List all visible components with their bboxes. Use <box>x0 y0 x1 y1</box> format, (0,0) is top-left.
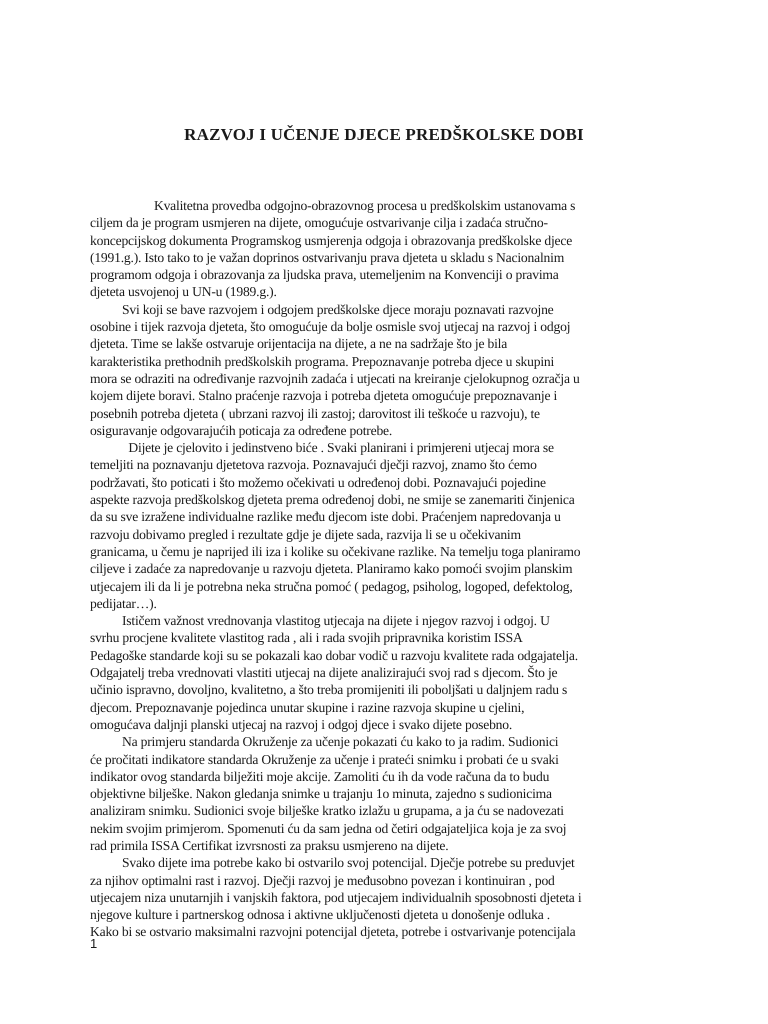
text-line: Svi koji se bave razvojem i odgojem predškolske djece moraju poznavati razvojne <box>90 301 554 317</box>
text-line: Odgajatelj treba vrednovati vlastiti utjecaj na dijete analizirajući svoj rad s djecom. Što je <box>90 665 558 681</box>
text-line: programom odgoja i obrazovanja za ljudska prava, utemeljenim na Konvenciji o pravima <box>90 267 559 283</box>
text-line: osiguravanje odgovarajućih poticaja za određene potrebe. <box>90 422 393 438</box>
text-line: svrhu procjene kvalitete vlastitog rada , ali i rada svojih pripravnika koristim ISSA <box>90 630 523 646</box>
text-line: granicama, u čemu je naprijed ili iza i kolike su očekivane razlike. Na temelju toga planiramo <box>90 543 581 559</box>
text-line: Pedagoške standarde koji su se pokazali kao dobar vodič u razvoju kvalitete rada odgajatelja. <box>90 647 578 663</box>
text-line: razvoju dobivamo pregled i rezultate gdje je dijete sada, razvija li se u očekivanim <box>90 526 521 542</box>
text-line: Svako dijete ima potrebe kako bi ostvarilo svoj potencijal. Dječje potrebe su preduvjet <box>90 855 575 871</box>
paragraph <box>90 439 676 612</box>
paragraph <box>90 197 676 301</box>
text-line: aspekte razvoja predškolskog djeteta prema određenoj dobi, ne smije se zanemariti činjenica <box>90 492 575 508</box>
text-line: djecom. Prepoznavanje pojedinca unutar skupine i razine razvoja skupine u cjelini, <box>90 699 525 715</box>
text-line: analiziram snimku. Sudionici svoje bilješke kratko izlažu u grupama, a ja ću se nadovezati <box>90 803 564 819</box>
text-line: za njihov optimalni rast i razvoj. Dječji razvoj je međusobno povezan i kontinuiran , pod <box>90 872 555 888</box>
text-line: ciljeve i zadaće za napredovanje u razvoju djeteta. Planiramo kako pomoći svojim planskim <box>90 561 573 577</box>
text-line: (1991.g.). Isto tako to je važan doprinos ostvarivanju prava djeteta u skladu s Nacionalnim <box>90 249 565 265</box>
text-line: će pročitati indikatore standarda Okruženje za učenje i prateći snimku i probati će u svaki <box>90 751 559 767</box>
text-line: Na primjeru standarda Okruženje za učenje pokazati ću kako to ja radim. Sudionici <box>90 734 559 750</box>
text-line: da su sve izražene individualne razlike među djecom iste dobi. Praćenjem napredovanja u <box>90 509 561 525</box>
text-line: podržavati, što poticati i što možemo očekivati u određenoj dobi. Poznavajući pojedine <box>90 474 546 490</box>
text-line: učinio ispravno, dovoljno, kvalitetno, a što treba promijeniti ili poboljšati u daljnjem radu s <box>90 682 568 698</box>
text-line: utjecajem niza unutarnjih i vanjskih faktora, pod utjecajem individualnih sposobnosti djeteta i <box>90 889 582 905</box>
text-line: mora se odraziti na određivanje razvojnih zadaća i utjecati na kreiranje cjelokupnog ozračja u <box>90 370 580 386</box>
text-line: temeljiti na poznavanju djetetova razvoja. Poznavajući dječji razvoj, znamo što ćemo <box>90 457 537 473</box>
page-number: 1 <box>90 936 98 951</box>
text-line: omogućava daljnji planski utjecaj na razvoj i odgoj djece i svako dijete posebno. <box>90 716 513 732</box>
text-line: Ističem važnost vrednovanja vlastitog utjecaja na dijete i njegov razvoj i odgoj. U <box>90 613 550 629</box>
text-line: pedijatar…). <box>90 595 157 611</box>
text-line: koncepcijskog dokumenta Programskog usmjerenja odgoja i obrazovanja predškolske djece <box>90 232 573 248</box>
paragraph <box>90 854 676 940</box>
text-line: indikator ovog standarda bilježiti moje akcije. Zamoliti ću ih da vode računa da to budu <box>90 768 550 784</box>
text-line: posebnih potreba djeteta ( ubrzani razvoj ili zastoj; darovitost ili teškoće u razvoju), te <box>90 405 540 421</box>
text-line: ciljem da je program usmjeren na dijete, omogućuje ostvarivanje cilja i zadaća stručno- <box>90 215 548 231</box>
text-line: Kvalitetna provedba odgojno-obrazovnog procesa u predškolskim ustanovama s <box>90 198 576 213</box>
text-line: njegove kulture i partnerskog odnosa i aktivne uključenosti djeteta u donošenje odluka . <box>90 907 550 923</box>
text-line: Dijete je cjelovito i jedinstveno biće . Svaki planirani i primjereni utjecaj mora se <box>90 440 554 456</box>
text-line: Kako bi se ostvario maksimalni razvojni potencijal djeteta, potrebe i ostvarivanje potencijala <box>90 924 576 940</box>
paragraph <box>90 612 676 733</box>
text-line: kojem dijete boravi. Stalno praćenje razvoja i potreba djeteta omogućuje prepoznavanje i <box>90 388 558 404</box>
paragraph <box>90 733 676 854</box>
text-line: djeteta usvojenoj u UN-u (1989.g.). <box>90 284 277 300</box>
document-title: RAZVOJ I UČENJE DJECE PREDŠKOLSKE DOBI <box>184 125 584 144</box>
text-line: karakteristika prethodnih predškolskih programa. Prepoznavanje potreba djece u skupini <box>90 353 555 369</box>
text-line: utjecajem ili da li je potrebna neka stručna pomoć ( pedagog, psiholog, logoped, defektolog, <box>90 578 573 594</box>
text-line: nekim svojim primjerom. Spomenuti ću da sam jedna od četiri odgajateljica koja je za svoj <box>90 820 567 836</box>
text-line: osobine i tijek razvoja djeteta, što omogućuje da bolje osmisle svoj utjecaj na razvoj i odgoj <box>90 319 571 335</box>
text-line: djeteta. Time se lakše ostvaruje orijentacija na dijete, a ne na sadržaje što je bila <box>90 336 508 352</box>
paragraph <box>90 301 676 439</box>
document-body <box>90 197 676 941</box>
text-line: objektivne bilješke. Nakon gledanja snimke u trajanju 1o minuta, zajedno s sudionicima <box>90 786 552 802</box>
text-line: rad primila ISSA Certifikat izvrsnosti za praksu usmjereno na dijete. <box>90 837 449 853</box>
